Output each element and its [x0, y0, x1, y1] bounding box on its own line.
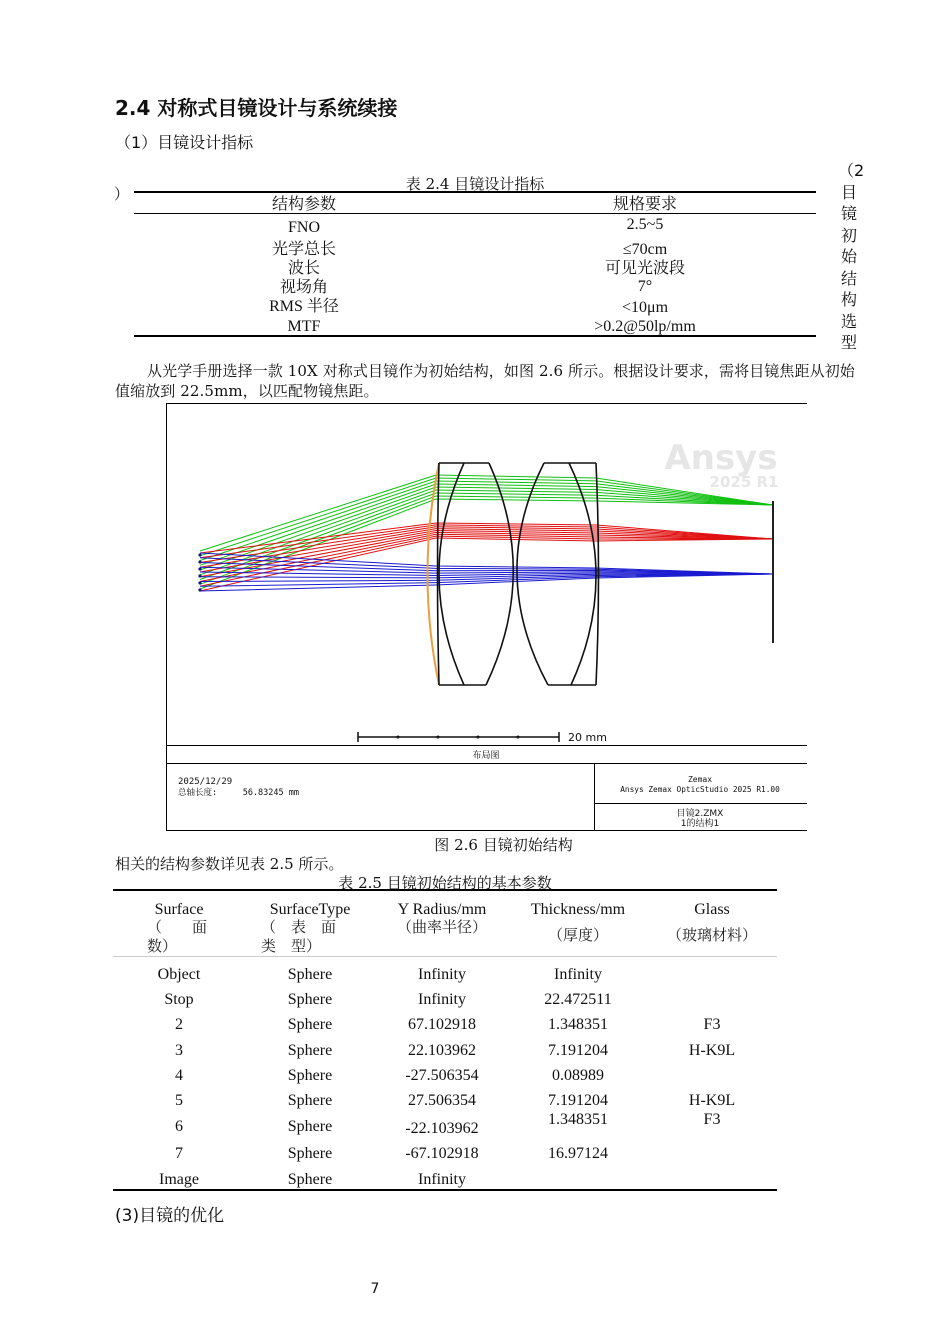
- table-25-cell: -22.103962: [405, 1120, 479, 1137]
- table-25-cell: 7.191204: [548, 1042, 608, 1059]
- table-25-cell: 2: [175, 1016, 183, 1033]
- table-24-cell: 可见光波段: [604, 258, 685, 277]
- figure-software: Ansys Zemax OpticStudio 2025 R1.00: [620, 785, 780, 794]
- table-25-cell: Infinity: [418, 966, 466, 983]
- subsection-heading-3: (3)目镜的优化: [115, 1206, 225, 1226]
- table-25-cell: H-K9L: [688, 1042, 736, 1059]
- object-point: [198, 553, 201, 556]
- table-25-cell: 67.102918: [408, 1016, 476, 1033]
- table-25-cell: -27.506354: [405, 1067, 479, 1084]
- table-25-cell: Image: [159, 1171, 199, 1188]
- table-24-cell: 2.5~5: [626, 216, 664, 233]
- table-24-cell: 7°: [637, 278, 653, 295]
- table-25-cell: F3: [703, 1111, 721, 1128]
- watermark-version: 2025 R1: [709, 473, 779, 491]
- table-25-cell: Infinity: [554, 966, 602, 983]
- table-25-cell: 6: [175, 1118, 183, 1135]
- table-24-cell: <10μm: [621, 299, 669, 316]
- figure-total-length: 总轴长度: 56.83245 mm: [178, 788, 299, 798]
- header-cn: （厚度）: [547, 928, 608, 944]
- table-25-cell: Stop: [164, 991, 194, 1008]
- side-vertical-heading: [838, 160, 865, 354]
- table-24-cell: ≤70cm: [622, 241, 668, 258]
- table-24-cell: MTF: [287, 318, 321, 335]
- table-25-header-glass: [652, 900, 772, 946]
- side-char: 结: [840, 268, 857, 288]
- table-25-cell: 1.348351: [548, 1016, 608, 1033]
- table-25-cell: Object: [157, 966, 201, 983]
- table-25-cell: 27.506354: [408, 1092, 476, 1109]
- object-point: [198, 581, 201, 584]
- side-char: 初: [840, 225, 857, 245]
- figure-config: 1的结构1: [680, 819, 720, 829]
- table-25-cell: H-K9L: [688, 1092, 736, 1109]
- side-heading-paren: ）: [114, 185, 130, 203]
- body-paragraph-1: 从光学手册选择一款 10X 对称式目镜作为初始结构，如图 2.6 所示。根据设计要求，需将目镜焦距从初始值缩放到 22.5mm，以匹配物镜焦距。: [115, 362, 855, 400]
- object-point: [198, 574, 201, 577]
- header-cn: （ 表 面 类 型）: [261, 920, 352, 955]
- side-char: 目: [840, 182, 857, 202]
- table-25-header-rule: [113, 956, 777, 957]
- table-24-header-param: 结构参数: [271, 194, 336, 213]
- table-25-cell: 4: [175, 1067, 183, 1084]
- section-title: 2.4 对称式目镜设计与系统续接: [115, 96, 398, 120]
- table-25-caption: 表 2.5 目镜初始结构的基本参数: [338, 874, 552, 892]
- object-point: [198, 567, 201, 570]
- table-25-header-type: [258, 900, 362, 957]
- table-25-cell: 1.348351: [548, 1111, 608, 1128]
- table-25-cell: 0.08989: [552, 1067, 604, 1084]
- side-char: 镜: [840, 204, 857, 223]
- table-25-cell: 22.103962: [408, 1042, 476, 1059]
- table-25-cell: Sphere: [287, 1042, 333, 1059]
- header-en: Surface: [154, 901, 204, 918]
- scale-bar-label: 20 mm: [568, 731, 607, 744]
- table-24-top-rule: [134, 191, 816, 193]
- table-25-cell: 3: [175, 1042, 183, 1059]
- table-24-caption: 表 2.4 目镜设计指标: [405, 175, 545, 193]
- header-en: Y Radius/mm: [397, 901, 487, 918]
- header-en: SurfaceType: [269, 901, 351, 918]
- figure-date: 2025/12/29: [178, 777, 233, 787]
- table-25-cell: Sphere: [287, 1171, 333, 1188]
- body-paragraph-2: 相关的结构参数详见表 2.5 所示。: [115, 855, 344, 873]
- table-25-cell: Sphere: [287, 1016, 333, 1033]
- table-25-cell: Sphere: [287, 1067, 333, 1084]
- table-25-cell: 16.97124: [548, 1145, 608, 1162]
- table-25-cell: 7.191204: [548, 1092, 608, 1109]
- figure-vendor: Zemax: [687, 775, 713, 784]
- table-25-cell: Sphere: [287, 991, 333, 1008]
- header-en: Thickness/mm: [530, 901, 626, 918]
- table-25-cell: Sphere: [287, 966, 333, 983]
- table-25-header-surface: [130, 900, 238, 957]
- table-25-cell: F3: [703, 1016, 721, 1033]
- table-25-cell: Infinity: [418, 1171, 466, 1188]
- table-24-cell: 波长: [287, 258, 320, 277]
- lens-layout-figure: [166, 403, 807, 831]
- table-25-cell: Infinity: [418, 991, 466, 1008]
- side-char: （2: [838, 161, 865, 180]
- table-25-cell: 22.472511: [544, 991, 612, 1008]
- side-char: 始: [840, 247, 857, 266]
- table-25-header-thickness: [518, 900, 638, 946]
- header-cn: （玻璃材料）: [666, 928, 757, 944]
- table-25-cell: Sphere: [287, 1118, 333, 1135]
- table-24-bottom-rule: [134, 335, 816, 337]
- object-point: [198, 588, 201, 591]
- table-24-cell: FNO: [287, 219, 320, 236]
- table-24-cell: RMS 半径: [269, 298, 339, 315]
- table-25-cell: Sphere: [287, 1145, 333, 1162]
- table-25-cell: 7: [175, 1145, 183, 1162]
- table-25-cell: -67.102918: [405, 1145, 479, 1162]
- object-point: [198, 560, 201, 563]
- side-char: 型: [840, 333, 857, 352]
- table-25-cell: Sphere: [287, 1092, 333, 1109]
- side-char: 构: [840, 290, 857, 309]
- table-24-cell: 光学总长: [271, 239, 336, 258]
- table-25-top-rule: [113, 889, 777, 891]
- table-25-cell: 5: [175, 1092, 183, 1109]
- lens-layout-drawing: [166, 403, 807, 831]
- figure-caption: 图 2.6 目镜初始结构: [434, 836, 573, 854]
- header-cn: （曲率半径）: [396, 920, 487, 936]
- subsection-heading-1: （1）目镜设计指标: [115, 133, 254, 152]
- header-en: Glass: [694, 901, 730, 918]
- table-25-header-radius: [382, 900, 502, 938]
- table-24-header-rule: [134, 213, 816, 214]
- watermark-brand: Ansys: [664, 438, 778, 478]
- layout-label: 布局图: [472, 751, 500, 761]
- side-char: 选: [840, 311, 857, 331]
- figure-file: 目镜2.ZMX: [676, 809, 724, 819]
- table-24-cell: >0.2@50lp/mm: [594, 318, 696, 335]
- page-number: 7: [370, 1281, 380, 1297]
- table-24-cell: 视场角: [279, 277, 328, 296]
- header-cn: （ 面 数）: [147, 920, 238, 955]
- table-24-header-spec: 规格要求: [612, 194, 677, 213]
- table-25-bottom-rule: [113, 1189, 777, 1191]
